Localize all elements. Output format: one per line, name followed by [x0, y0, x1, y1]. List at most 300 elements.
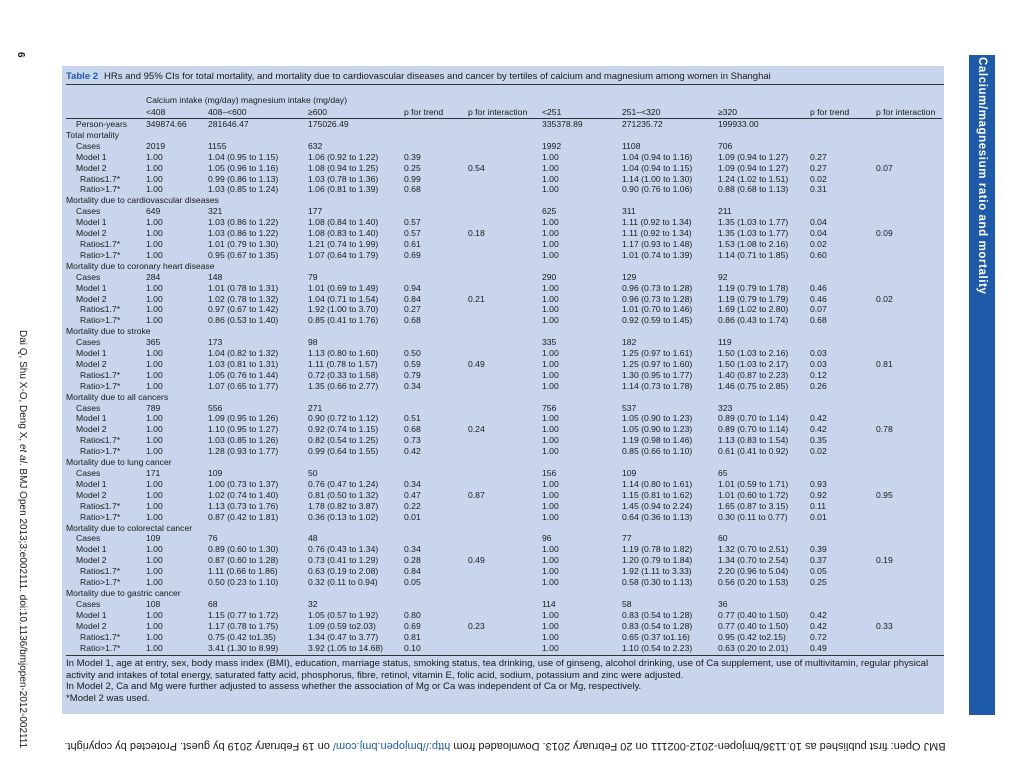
table-cell: 0.10 — [404, 642, 421, 653]
brand-title: Calcium/magnesium ratio and mortality — [976, 57, 988, 295]
table-cell: 1.19 (0.98 to 1.46) — [622, 435, 693, 446]
row-label: Ratio≤1.7* — [80, 173, 121, 184]
table-cell: 1.03 (0.81 to 1.31) — [208, 358, 279, 369]
table-cell — [876, 544, 942, 555]
table-cell — [468, 446, 542, 457]
table-cell: 1.00 — [146, 282, 163, 293]
table-cell: 0.77 (0.40 to 1.50) — [718, 609, 789, 620]
table-cell: 0.05 — [810, 566, 827, 577]
table-cell — [468, 632, 542, 643]
citation-rest: 2013;3:e002111. doi:10.1136/bmjopen-2012-002111 — [17, 518, 28, 749]
table-row — [66, 555, 942, 566]
table-cell: 1.00 — [146, 348, 163, 359]
table-row — [66, 381, 942, 392]
table-cell: 175026.49 — [308, 119, 349, 129]
table-cell: 171 — [146, 468, 161, 478]
table-cell: 1.46 (0.75 to 2.85) — [718, 380, 789, 391]
table-row — [66, 599, 942, 610]
table-cell: 0.72 (0.33 to 1.58) — [308, 369, 379, 380]
footer-text-end: on 19 February 2019 by guest. Protected by copyright. — [64, 740, 333, 752]
row-label: Person-years — [76, 119, 128, 129]
table-cell: 96 — [542, 533, 552, 544]
table-cell: 321 — [208, 206, 223, 217]
table-cell: 1.14 (1.00 to 1.30) — [622, 173, 693, 184]
table-cell: 1.00 — [146, 162, 163, 173]
table-cell: 0.86 (0.53 to 1.40) — [208, 315, 279, 326]
table-cell: 0.01 — [810, 511, 827, 522]
table-cell: 0.51 — [404, 413, 421, 424]
citation-authors: Dai Q, Shu X-O, Deng X, — [17, 330, 28, 444]
table-cell — [876, 577, 942, 588]
table-cell: 1.00 — [542, 369, 559, 380]
table-cell — [468, 141, 542, 152]
table-cell — [876, 272, 942, 283]
table-cell: 0.61 — [404, 238, 421, 249]
table-cell: 1.08 (0.84 to 1.40) — [308, 217, 379, 228]
table-cell — [876, 610, 942, 621]
table-cell: 1.00 — [146, 151, 163, 162]
column-header: <251 — [542, 106, 622, 119]
table-cell: 65 — [718, 468, 728, 478]
table-cell: 1.53 (1.08 to 2.16) — [718, 238, 789, 249]
table-cell: 1.00 — [542, 424, 559, 435]
table-cell: 1.92 (1.11 to 3.33) — [622, 566, 692, 577]
table-row — [66, 413, 942, 424]
table-cell: 1.00 — [542, 500, 559, 511]
column-header: p for trend — [810, 106, 876, 119]
table-cell: 0.27 — [404, 304, 421, 315]
table-cell: 1.00 — [542, 228, 559, 239]
table-cell — [468, 501, 542, 512]
table-cell: 1.09 (0.95 to 1.26) — [208, 413, 279, 424]
table-cell: 109 — [146, 533, 161, 544]
row-label: Mortality due to colorectal cancer — [66, 522, 193, 533]
table-cell: 1.01 (0.60 to 1.72) — [718, 489, 789, 500]
row-label: Model 1 — [76, 348, 107, 359]
table-cell: 0.34 — [404, 544, 421, 555]
table-cell: 0.05 — [404, 577, 421, 588]
table-cell: 1.07 (0.65 to 1.77) — [208, 380, 279, 391]
table-cell: 1.00 — [146, 642, 163, 653]
row-label: Model 1 — [76, 478, 107, 489]
table-cell: 1.11 (0.92 to 1.34) — [622, 228, 692, 239]
table-cell: 1.03 (0.85 to 1.26) — [208, 435, 279, 446]
table-row — [66, 294, 942, 305]
table-cell: 0.89 (0.70 to 1.14) — [718, 413, 789, 424]
table-cell — [468, 217, 542, 228]
table-cell — [876, 283, 942, 294]
row-label: Ratio≤1.7* — [80, 500, 121, 511]
table-cell — [468, 239, 542, 250]
table-cell: 1.13 (0.73 to 1.76) — [208, 500, 279, 511]
table-row — [66, 174, 942, 185]
table-cell: 281646.47 — [208, 119, 249, 129]
table-cell — [876, 119, 942, 130]
table-cell: 0.68 — [404, 424, 421, 435]
table-cell — [876, 479, 942, 490]
table-cell: 0.93 — [810, 478, 827, 489]
table-cell: 1.30 (0.95 to 1.77) — [622, 369, 693, 380]
table-cell: 335 — [542, 337, 557, 348]
table-cell: 1.00 — [542, 173, 559, 184]
table-cell — [810, 141, 876, 152]
table-row — [66, 348, 942, 359]
table-cell: 1.32 (0.70 to 2.51) — [718, 544, 789, 555]
table-cell: 0.89 (0.60 to 1.30) — [208, 544, 279, 555]
column-header: p for interaction — [876, 106, 942, 119]
table-cell: 0.54 — [468, 162, 485, 173]
table-cell: 114 — [542, 598, 556, 609]
table-cell: 211 — [718, 206, 732, 217]
table-cell: 0.61 (0.41 to 0.92) — [718, 446, 789, 457]
table-row — [66, 152, 942, 163]
table-cell: 1.05 (0.90 to 1.23) — [622, 413, 693, 424]
table-cell — [810, 206, 876, 217]
table-cell: 109 — [208, 468, 223, 478]
table-cell: 1.28 (0.93 to 1.77) — [208, 446, 279, 457]
row-label: Mortality due to stroke — [66, 326, 151, 337]
table-cell — [876, 501, 942, 512]
row-label: Mortality due to cardiovascular diseases — [66, 195, 219, 206]
table-cell: 1.00 — [146, 238, 163, 249]
table-cell — [404, 206, 468, 217]
table-row — [66, 119, 942, 130]
table-row — [66, 239, 942, 250]
table-cell — [468, 479, 542, 490]
table-cell: 1.00 — [146, 304, 163, 315]
table-cell: 1.00 — [542, 249, 559, 260]
table-cell — [468, 272, 542, 283]
table-cell: 79 — [308, 271, 318, 282]
row-label: Model 2 — [76, 489, 107, 500]
table-cell: 1.06 (0.92 to 1.22) — [308, 151, 379, 162]
table-cell: 0.04 — [810, 228, 827, 239]
table-cell: 1.25 (0.97 to 1.60) — [622, 358, 693, 369]
table-cell: 77 — [622, 533, 632, 544]
table-cell: 756 — [542, 402, 557, 413]
table-cell: 1.00 — [146, 478, 163, 489]
table-cell: 1.03 (0.86 to 1.22) — [208, 217, 279, 228]
table-cell: 1.00 — [542, 642, 559, 653]
row-label: Mortality due to gastric cancer — [66, 587, 181, 598]
footnote: In Model 2, Ca and Mg were further adjusted to assess whether the association of Mg or Ca was independent of Ca or Mg, respectively. — [66, 681, 642, 692]
table-cell: 1.05 (0.57 to 1.92) — [308, 609, 379, 620]
table-cell: 1.34 (0.47 to 3.77) — [308, 631, 379, 642]
section-row — [66, 130, 942, 141]
table-cell: 1.00 — [542, 304, 559, 315]
table-row — [66, 184, 942, 195]
table-cell: 68 — [208, 598, 218, 609]
row-label: Ratio≤1.7* — [80, 631, 121, 642]
table-cell — [876, 370, 942, 381]
table-cell: 0.68 — [810, 315, 827, 326]
row-label: Cases — [76, 468, 101, 478]
table-cell: 119 — [718, 337, 732, 348]
table-cell: 0.07 — [876, 162, 893, 173]
table-cell: 0.11 — [810, 500, 827, 511]
table-cell: 0.72 — [810, 631, 827, 642]
table-cell: 0.59 — [404, 358, 421, 369]
table-cell: 1.11 (0.66 to 1.86) — [208, 566, 278, 577]
table-cell: 1.04 (0.82 to 1.32) — [208, 348, 279, 359]
table-cell: 0.68 — [404, 184, 421, 195]
table-cell: 556 — [208, 402, 223, 413]
table-cell: 0.49 — [810, 642, 827, 653]
table-cell: 0.81 (0.50 to 1.32) — [308, 489, 379, 500]
table-cell: 1.11 (0.92 to 1.34) — [622, 217, 692, 228]
table-cell: 1.00 — [542, 446, 559, 457]
table-cell: 1.13 (0.80 to 1.60) — [308, 348, 379, 359]
table-cell — [810, 272, 876, 283]
table-cell — [468, 304, 542, 315]
table-cell: 0.42 — [810, 609, 827, 620]
table-cell: 1.14 (0.73 to 1.78) — [622, 380, 693, 391]
table-cell: 1.20 (0.79 to 1.84) — [622, 555, 693, 566]
download-footer — [40, 740, 970, 752]
table-cell: 335378.89 — [542, 119, 583, 129]
page-number: 6 — [15, 52, 26, 58]
table-cell — [404, 141, 468, 152]
table-cell — [468, 533, 542, 544]
table-cell: 1.00 — [542, 566, 559, 577]
table-cell: 1.00 — [542, 577, 559, 588]
table-cell: 3.92 (1.05 to 14.68) — [308, 642, 384, 653]
table-cell: 0.02 — [810, 173, 827, 184]
table-cell: 0.64 (0.36 to 1.13) — [622, 511, 693, 522]
table-cell: 0.42 — [810, 620, 827, 631]
row-label: Cases — [76, 402, 101, 413]
table-cell: 1155 — [208, 140, 227, 151]
table-cell: 1.00 — [542, 478, 559, 489]
table-cell: 92 — [718, 271, 728, 282]
table-cell: 1.00 — [542, 217, 559, 228]
row-label: Model 1 — [76, 282, 107, 293]
table-cell: 0.95 (0.67 to 1.35) — [208, 249, 279, 260]
table-cell — [404, 272, 468, 283]
table-cell: 1.00 — [542, 489, 559, 500]
table-cell — [404, 599, 468, 610]
table-row — [66, 206, 942, 217]
table-cell: 177 — [308, 206, 323, 217]
table-cell: 1.01 (0.59 to 1.71) — [718, 478, 789, 489]
table-cell — [468, 174, 542, 185]
table-row — [66, 632, 942, 643]
table-cell — [810, 599, 876, 610]
table-row — [66, 479, 942, 490]
table-cell: 109 — [622, 468, 637, 478]
table-cell: 1.02 (0.78 to 1.32) — [208, 293, 279, 304]
table-row — [66, 304, 942, 315]
table-row — [66, 424, 942, 435]
row-label: Model 2 — [76, 620, 107, 631]
row-label: Model 2 — [76, 293, 107, 304]
table-cell: 0.04 — [810, 217, 827, 228]
table-caption — [66, 71, 771, 82]
table-cell: 0.76 (0.43 to 1.34) — [308, 544, 379, 555]
table-cell — [876, 435, 942, 446]
table-cell: 789 — [146, 402, 161, 413]
table-cell: 1.00 — [542, 413, 559, 424]
brand-sidebar — [969, 55, 995, 715]
table-cell: 1.40 (0.87 to 2.23) — [718, 369, 789, 380]
table-cell: 1.04 (0.95 to 1.15) — [208, 151, 279, 162]
footer-link[interactable]: http://bmjopen.bmj.com/ — [332, 740, 451, 752]
table-cell: 0.99 (0.64 to 1.55) — [308, 446, 379, 457]
table-cell: 36 — [718, 598, 728, 609]
table-cell — [876, 512, 942, 523]
table-cell — [876, 632, 942, 643]
row-label: Model 1 — [76, 544, 107, 555]
table-cell: 1.00 — [146, 173, 163, 184]
table-cell: 1.00 — [542, 511, 559, 522]
table-cell: 1.50 (1.03 to 2.17) — [718, 358, 789, 369]
table-cell: 649 — [146, 206, 161, 217]
table-cell: 0.47 — [404, 489, 421, 500]
table-cell — [468, 413, 542, 424]
table-cell: 1.10 (0.54 to 2.23) — [622, 642, 693, 653]
table-cell: 1.00 — [542, 620, 559, 631]
row-label: Mortality due to coronary heart disease — [66, 260, 215, 271]
table-cell: 1.00 — [146, 315, 163, 326]
table-cell: 1.04 (0.94 to 1.16) — [622, 151, 693, 162]
table-row — [66, 643, 942, 654]
table-cell: 0.49 — [468, 555, 485, 566]
table-cell: 0.63 (0.20 to 2.01) — [718, 642, 789, 653]
table-cell: 0.03 — [810, 358, 827, 369]
table-cell — [468, 370, 542, 381]
table-row — [66, 250, 942, 261]
table-cell: 129 — [622, 271, 637, 282]
table-cell: 1.00 — [146, 489, 163, 500]
table-cell — [468, 206, 542, 217]
table-cell: 0.78 — [876, 424, 893, 435]
table-cell: 1.00 — [542, 555, 559, 566]
table-cell — [468, 610, 542, 621]
table-cell: 1.15 (0.77 to 1.72) — [208, 609, 279, 620]
table-cell: 0.85 (0.41 to 1.76) — [308, 315, 379, 326]
table-cell — [876, 381, 942, 392]
table-row — [66, 315, 942, 326]
table-cell — [876, 348, 942, 359]
table-cell: 0.63 (0.19 to 2.08) — [308, 566, 379, 577]
table-row — [66, 435, 942, 446]
table-cell: 1.04 (0.71 to 1.54) — [308, 293, 379, 304]
table-cell — [876, 152, 942, 163]
table-cell: 1.17 (0.78 to 1.75) — [208, 620, 279, 631]
table-cell: 0.97 (0.67 to 1.42) — [208, 304, 279, 315]
table-cell — [468, 152, 542, 163]
table-cell: 0.46 — [810, 293, 827, 304]
table-cell: 1108 — [622, 140, 641, 151]
table-cell: 0.34 — [404, 478, 421, 489]
table-cell: 625 — [542, 206, 557, 217]
table-cell: 0.30 (0.11 to 0.77) — [718, 511, 788, 522]
citation-journal: . BMJ Open — [17, 462, 28, 519]
row-label: Mortality due to all cancers — [66, 391, 169, 402]
row-label: Model 1 — [76, 413, 107, 424]
table-row — [66, 468, 942, 479]
table-cell: 1.50 (1.03 to 2.16) — [718, 348, 789, 359]
table-cell: 1.05 (0.96 to 1.16) — [208, 162, 279, 173]
table-cell: 0.73 — [404, 435, 421, 446]
table-cell: 1.01 (0.78 to 1.31) — [208, 282, 279, 293]
table-cell — [468, 381, 542, 392]
column-header: ≥320 — [718, 106, 810, 119]
row-label: Ratio>1.7* — [80, 511, 121, 522]
table-cell: 0.01 — [404, 511, 421, 522]
table-cell: 0.34 — [404, 380, 421, 391]
row-label: Model 1 — [76, 151, 107, 162]
footnote: In Model 1, age at entry, sex, body mass index (BMI), education, marriage status, smoking status, tea drinking, use of ginseng, alcohol drinking, use of Ca supplement, use of multivitamin, regular physical activity and intakes of total energy, saturated fatty acid, phosphorus, fibre, retinol, vitamin E, folic acid, sodium, potassium and zinc were adjusted. — [66, 658, 929, 681]
table-cell: 1.00 — [542, 631, 559, 642]
table-cell: 0.83 (0.54 to 1.28) — [622, 609, 693, 620]
table-cell: 0.81 — [404, 631, 421, 642]
table-row — [66, 337, 942, 348]
table-cell — [876, 315, 942, 326]
table-cell: 0.83 (0.54 to 1.28) — [622, 620, 693, 631]
table-cell: 0.87 — [468, 489, 485, 500]
table-cell: 0.79 — [404, 369, 421, 380]
table-cell: 1.00 — [146, 424, 163, 435]
table-row — [66, 512, 942, 523]
table-cell — [810, 533, 876, 544]
table-cell: 0.21 — [468, 293, 485, 304]
table-cell: 1.00 — [146, 369, 163, 380]
table-cell: 0.96 (0.73 to 1.28) — [622, 293, 693, 304]
table-cell: 323 — [718, 402, 733, 413]
section-row — [66, 261, 942, 272]
table-cell: 1.10 (0.95 to 1.27) — [208, 424, 279, 435]
row-label: Model 1 — [76, 217, 107, 228]
row-label: Cases — [76, 337, 101, 348]
row-label: Model 2 — [76, 162, 107, 173]
table-cell: 0.75 (0.42 to1.35) — [208, 631, 276, 642]
table-cell: 0.19 — [876, 555, 893, 566]
table-cell: 182 — [622, 337, 637, 348]
table-cell: 0.92 (0.74 to 1.15) — [308, 424, 379, 435]
table-cell: 0.56 (0.20 to 1.53) — [718, 577, 789, 588]
column-header: 251–<320 — [622, 106, 718, 119]
table-cell: 1.03 (0.78 to 1.36) — [308, 173, 379, 184]
table-cell: 0.50 (0.23 to 1.10) — [208, 577, 279, 588]
row-label: Model 1 — [76, 609, 107, 620]
table-cell: 0.60 — [810, 249, 827, 260]
table-cell: 1.00 — [542, 162, 559, 173]
row-label: Cases — [76, 533, 101, 544]
table-row — [66, 544, 942, 555]
table-cell: 1.00 — [146, 544, 163, 555]
table-cell: 1.00 — [146, 217, 163, 228]
table-cell: 0.80 — [404, 609, 421, 620]
table-cell: 0.36 (0.13 to 1.02) — [308, 511, 379, 522]
table-cell: 1.08 (0.83 to 1.40) — [308, 228, 379, 239]
table-cell — [810, 119, 876, 130]
table-row — [66, 272, 942, 283]
table-cell: 0.99 — [404, 173, 421, 184]
table-cell: 1.00 — [542, 348, 559, 359]
table-cell — [876, 337, 942, 348]
row-label: Ratio≤1.7* — [80, 435, 121, 446]
table-cell: 1.05 (0.76 to 1.44) — [208, 369, 279, 380]
table-cell: 0.33 — [876, 620, 893, 631]
row-label: Ratio>1.7* — [80, 446, 121, 457]
row-label: Model 2 — [76, 358, 107, 369]
table-cell: 1.00 — [146, 631, 163, 642]
table-cell: 1.01 (0.70 to 1.46) — [622, 304, 693, 315]
table-cell: 1.35 (0.66 to 2.77) — [308, 380, 379, 391]
table-cell: 0.90 (0.76 to 1.06) — [622, 184, 693, 195]
table-cell — [876, 533, 942, 544]
